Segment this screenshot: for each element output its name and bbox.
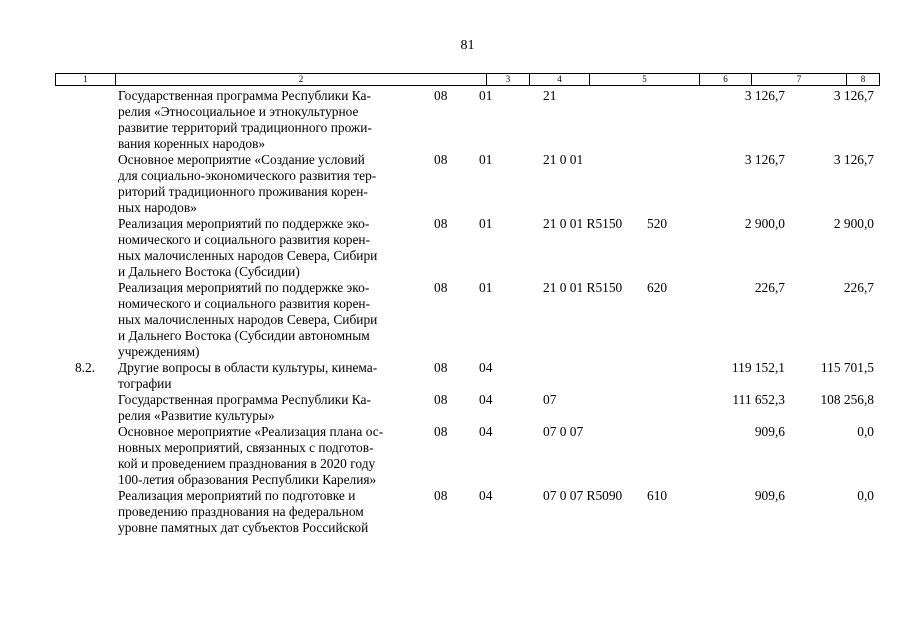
header-cell-7: 7 [752,74,847,85]
row-name-line: новных мероприятий, связанных с подготов- [118,440,374,455]
row-name [118,152,423,216]
table-row [55,488,880,536]
amount-col-8: 108 256,8 [820,392,874,407]
amount-col-8: 3 126,7 [833,152,874,167]
table-row [55,280,880,360]
row-name [118,280,423,360]
target-article-code: 07 0 07 R5090 [543,488,623,503]
subsection-code: 01 [479,280,493,295]
row-name-line: Другие вопросы в области культуры, кинема- [118,360,378,375]
row-name-line: ных народов» [118,200,197,215]
amount-col-8: 0,0 [857,424,874,439]
amount-col-8: 0,0 [857,488,874,503]
section-code: 08 [434,280,448,295]
header-cell-8: 8 [860,74,866,84]
row-name [118,392,423,424]
row-name-line: учреждениям) [118,344,200,359]
expense-type-code: 520 [647,216,668,231]
row-name-line: номического и социального развития корен- [118,296,371,311]
target-article-code: 07 [543,392,557,407]
row-name [118,216,423,280]
row-name-line: развитие территорий традиционного прожи- [118,120,372,135]
table-header-row [55,73,880,86]
row-name-line: релия «Этносоциальное и этнокультурное [118,104,359,119]
subsection-code: 01 [479,152,493,167]
row-name-line: 100-летия образования Республики Карелия» [118,472,377,487]
table-row [55,392,880,424]
section-code: 08 [434,216,448,231]
target-article-code: 21 0 01 [543,152,584,167]
row-name [118,88,423,152]
amount-col-7: 909,6 [754,424,785,439]
row-name-line: Государственная программа Республики Ка- [118,88,371,103]
row-name-line: ных малочисленных народов Севера, Сибири [118,248,378,263]
row-name-line: Основное мероприятие «Создание условий [118,152,365,167]
row-name-line: тографии [118,376,172,391]
row-name-line: ных малочисленных народов Севера, Сибири [118,312,378,327]
row-name-line: кой и проведением празднования в 2020 году [118,456,376,471]
table-row [55,88,880,152]
header-cell-4: 4 [530,74,590,85]
subsection-code: 04 [479,360,493,375]
table-row [55,424,880,488]
amount-col-8: 115 701,5 [820,360,874,375]
section-code: 08 [434,424,448,439]
amount-col-8: 2 900,0 [833,216,874,231]
section-code: 08 [434,360,448,375]
amount-col-7: 111 652,3 [732,392,785,407]
section-code: 08 [434,392,448,407]
target-article-code: 21 0 01 R5150 [543,216,623,231]
section-code: 08 [434,152,448,167]
section-code: 08 [434,488,448,503]
row-number: 8.2. [74,360,96,375]
row-name-line: и Дальнего Востока (Субсидии автономным [118,328,370,343]
row-name-line: риторий традиционного проживания корен- [118,184,368,199]
row-name-line: проведению празднования на федеральном [118,504,364,519]
row-name-line: уровне памятных дат субъектов Российской [118,520,369,535]
row-name-line: Основное мероприятие «Реализация плана ос- [118,424,384,439]
row-name-line: Реализация мероприятий по подготовке и [118,488,356,503]
table-body [55,88,880,536]
table-row [55,216,880,280]
row-name-line: релия «Развитие культуры» [118,408,275,423]
row-name-line: для социально-экономического развития тер- [118,168,377,183]
row-name-line: номического и социального развития корен- [118,232,371,247]
row-name-line: Реализация мероприятий по поддержке эко- [118,216,370,231]
header-cell-3: 3 [487,74,530,85]
amount-col-8: 226,7 [843,280,874,295]
header-cell-1: 1 [56,74,116,85]
expense-type-code: 610 [647,488,668,503]
subsection-code: 04 [479,488,493,503]
subsection-code: 04 [479,392,493,407]
subsection-code: 01 [479,88,493,103]
target-article-code: 21 [543,88,557,103]
target-article-code: 21 0 01 R5150 [543,280,623,295]
row-name-line: Реализация мероприятий по поддержке эко- [118,280,370,295]
header-cell-5: 5 [590,74,700,85]
subsection-code: 01 [479,216,493,231]
header-cell-6: 6 [700,74,752,85]
subsection-code: 04 [479,424,493,439]
amount-col-7: 3 126,7 [744,88,785,103]
amount-col-7: 119 152,1 [731,360,785,375]
section-code: 08 [434,88,448,103]
table-row [55,360,880,392]
amount-col-7: 909,6 [754,488,785,503]
row-name-line: вания коренных народов» [118,136,266,151]
expense-type-code: 620 [647,280,668,295]
amount-col-7: 3 126,7 [744,152,785,167]
page-number: 81 [460,38,475,53]
header-cell-2: 2 [116,74,487,85]
amount-col-8: 3 126,7 [833,88,874,103]
amount-col-7: 226,7 [754,280,785,295]
row-name-line: и Дальнего Востока (Субсидии) [118,264,300,279]
table-row [55,152,880,216]
row-name [118,360,423,392]
amount-col-7: 2 900,0 [744,216,785,231]
row-name [118,424,423,488]
row-name-line: Государственная программа Республики Ка- [118,392,371,407]
target-article-code: 07 0 07 [543,424,584,439]
row-name [118,488,423,536]
